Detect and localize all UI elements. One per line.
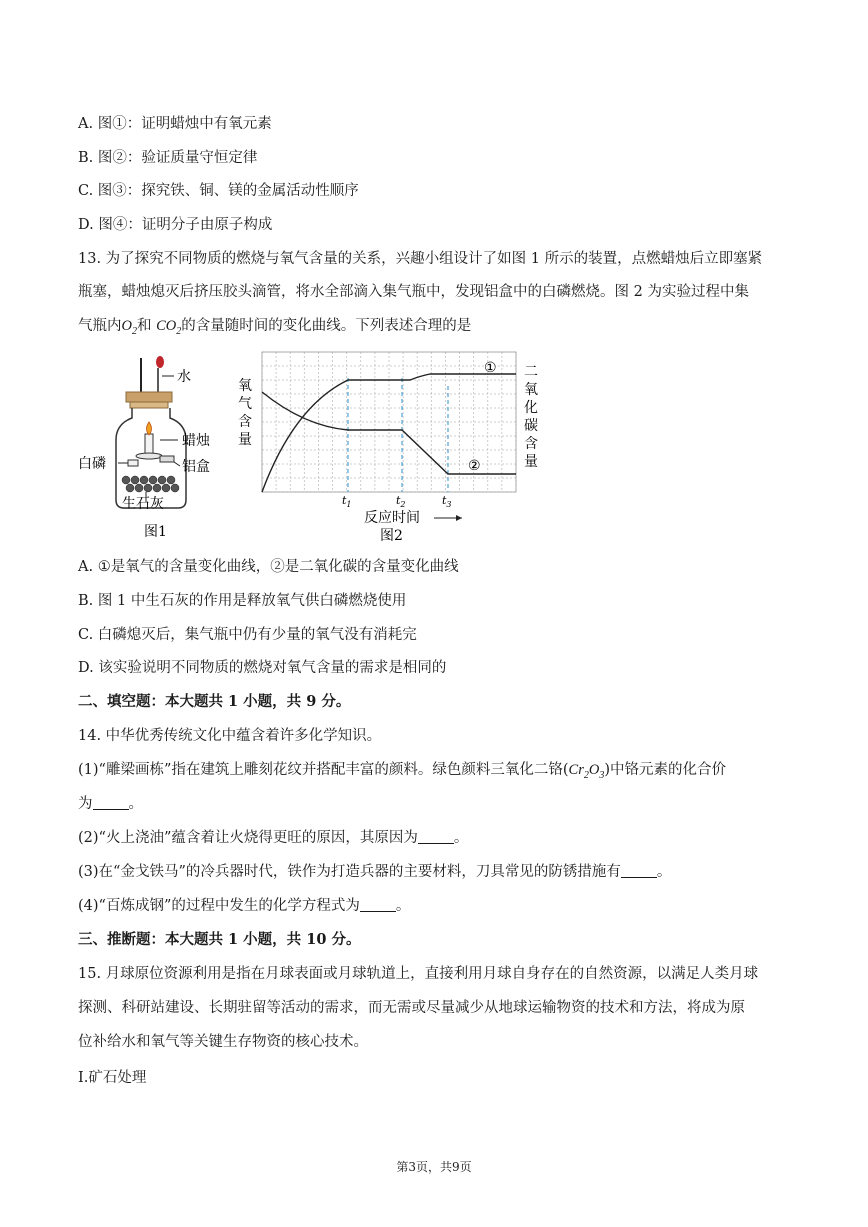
section-3-heading: 三、推断题：本大题共 1 小题，共 10 分。: [78, 931, 361, 948]
svg-text:含: 含: [524, 436, 538, 452]
option-12-d: D. 图④：证明分子由原子构成: [78, 217, 273, 233]
t1-label: $t_1$: [342, 494, 352, 509]
co2-formula: $CO_2$: [156, 318, 182, 337]
label-water: 水: [177, 369, 191, 385]
q15-stem-line2: 探测、科研站建设、长期驻留等活动的需求，而无需或尽量减少从地球运输物资的技术和方法，将成为原: [78, 1000, 745, 1016]
q13-line3-text-b: 和: [136, 318, 157, 334]
label-white-phosphorus: 白磷: [78, 456, 106, 472]
q13-line3-text-a: 气瓶内: [78, 318, 122, 334]
figure-1-caption: 图1: [144, 524, 167, 540]
t3-label: $t_3$: [442, 494, 452, 509]
q14-part3: (3)在“金戈铁马”的冷兵器时代，铁作为打造兵器的主要材料，刀具常见的防锈措施有 。: [78, 864, 672, 880]
right-axis-label: [524, 364, 538, 470]
label-candle: 蜡烛: [182, 433, 210, 449]
q13-stem-line1: 13. 为了探究不同物质的燃烧与氧气含量的关系，兴趣小组设计了如图 1 所示的装置，点燃蜡烛后立即塞紧: [78, 251, 763, 267]
svg-text:化: 化: [524, 400, 538, 416]
figure-1-apparatus: [74, 352, 244, 548]
q14-part1: (1)“雕梁画栋”指在建筑上雕刻花纹并搭配丰富的颜料。绿色颜料三氧化二铬$(Cr_2O_3)$中铬元素的化合价: [78, 762, 726, 781]
stopper: [126, 392, 172, 402]
q14-part4: (4)“百炼成钢”的过程中发生的化学方程式为 。: [78, 898, 411, 914]
option-12-b: B. 图②：验证质量守恒定律: [78, 150, 258, 166]
dropper-bulb: [156, 356, 164, 368]
q13-line3-text-c: 的含量随时间的变化曲线。下列表述合理的是: [181, 318, 472, 334]
svg-text:氧: 氧: [524, 382, 538, 398]
answer-blank-3[interactable]: [621, 863, 657, 878]
svg-text:二: 二: [524, 364, 538, 380]
svg-text:含: 含: [238, 414, 252, 430]
label-quicklime: 生石灰: [122, 496, 164, 512]
answer-blank-2[interactable]: [418, 829, 454, 844]
option-13-c: C. 白磷熄灭后，集气瓶中仍有少量的氧气没有消耗完: [78, 627, 417, 643]
option-12-c: C. 图③：探究铁、铜、镁的金属活动性顺序: [78, 183, 359, 199]
svg-text:气: 气: [238, 396, 252, 412]
curve-2-label: ②: [468, 458, 481, 474]
o2-formula: $O_2$: [121, 318, 137, 337]
answer-blank-4[interactable]: [360, 897, 396, 912]
figure-2-graph: [234, 346, 554, 546]
svg-text:量: 量: [238, 432, 252, 448]
svg-text:氧: 氧: [238, 378, 252, 394]
option-13-d: D. 该实验说明不同物质的燃烧对氧气含量的需求是相同的: [78, 660, 447, 676]
q13-stem-line2: 瓶塞，蜡烛熄灭后挤压胶头滴管，将水全部滴入集气瓶中，发现铝盒中的白磷燃烧。图 2 为实验过程中集: [78, 284, 749, 300]
aluminum-box: [160, 456, 174, 462]
t2-label: $t_2$: [396, 494, 406, 509]
curve-1-label: ①: [484, 360, 497, 376]
svg-text:量: 量: [524, 454, 538, 470]
option-12-a: A. 图①：证明蜡烛中有氧元素: [78, 116, 272, 132]
q14-stem: 14. 中华优秀传统文化中蕴含着许多化学知识。: [78, 728, 382, 744]
q15-subheading: Ⅰ.矿石处理: [78, 1070, 147, 1086]
page-footer: 第3页，共9页: [396, 1160, 472, 1174]
cr2o3-formula: $Cr_2O_3$: [568, 762, 605, 781]
section-2-heading: 二、填空题：本大题共 1 小题，共 9 分。: [78, 693, 351, 710]
x-axis-label: 反应时间: [364, 510, 420, 526]
q15-stem-line3: 位补给水和氧气等关键生存物资的核心技术。: [78, 1034, 368, 1050]
label-aluminum-box: 铝盒: [182, 459, 210, 475]
white-phosphorus: [128, 460, 138, 466]
quicklime-beads: [122, 476, 179, 492]
figure-2-caption: 图2: [380, 528, 403, 544]
option-13-b: B. 图 1 中生石灰的作用是释放氧气供白磷燃烧使用: [78, 593, 407, 609]
q15-stem-line1: 15. 月球原位资源利用是指在月球表面或月球轨道上，直接利用月球自身存在的自然资源，以满足人类月球: [78, 966, 759, 982]
left-axis-label: [238, 378, 252, 448]
q14-part1-continued: 为 。: [78, 796, 143, 812]
q13-stem-line3: [78, 316, 471, 342]
svg-text:碳: 碳: [524, 418, 538, 434]
q14-part2: (2)“火上浇油”蕴含着让火烧得更旺的原因，其原因为 。: [78, 830, 469, 846]
option-13-a: A. ①是氧气的含量变化曲线，②是二氧化碳的含量变化曲线: [78, 559, 459, 575]
answer-blank-1[interactable]: [93, 795, 129, 810]
